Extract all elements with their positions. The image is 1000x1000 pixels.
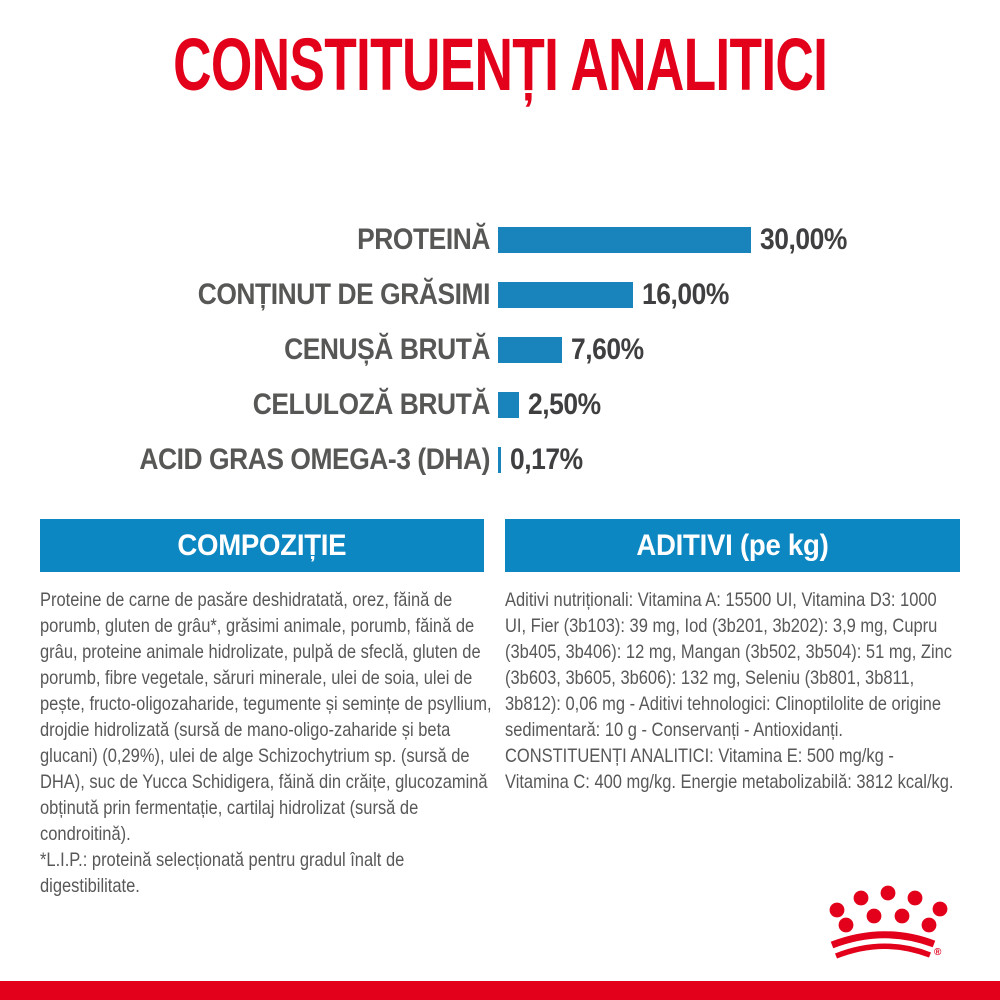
registered-mark: ® [934,947,942,958]
chart-bar [498,392,519,418]
page-title [0,22,1000,108]
chart-bar [498,227,751,253]
chart-value-label: 2,50% [528,387,601,421]
chart-category-label: PROTEINĂ [357,222,490,256]
chart-bar [498,447,501,473]
chart-value-label: 7,60% [571,332,644,366]
chart-row [0,432,1000,487]
chart-category-label: CONȚINUT DE GRĂSIMI [197,277,491,311]
chart-category-label: CENUȘĂ BRUTĂ [284,332,490,366]
chart-bar [498,282,633,308]
additives-text: Aditivi nutriționali: Vitamina A: 15500 UI, Vitamina D3: 1000 UI, Fier (3b103): 39 mg, Iod (3b201, 3b202): 3,9 mg, Cupru (3b405, 3b406): 12 mg, Mangan (3b502, 3b504): 51 mg, Zinc (3b603, 3b605, 3b606): 132 mg, Seleniu (3b801, 3b811, 3b812): 0,06 mg - Aditivi tehnologici: Clinoptilolite de origine sedimentară: 10 g - Conservanți - Antioxidanți. [505,589,953,741]
chart-value-label: 30,00% [760,222,847,256]
additives-analytics-text: CONSTITUENȚI ANALITICI: Vitamina E: 500 mg/kg - Vitamina C: 400 mg/kg. Energie metabolizabilă: 3812 kcal/kg. [505,745,954,793]
chart-value-label: 0,17% [510,442,583,476]
chart-bar [498,337,562,363]
composition-body [40,587,496,899]
chart-row [0,212,1000,267]
additives-section-header [505,519,960,572]
analytical-constituents-chart [0,212,1000,487]
crown-icon [830,884,950,962]
chart-row [0,322,1000,377]
chart-value-label: 16,00% [642,277,729,311]
additives-header-label: ADITIVI (pe kg) [636,528,829,562]
chart-row [0,377,1000,432]
bottom-red-bar [0,981,1000,1000]
chart-row [0,267,1000,322]
chart-category-label: CELULOZĂ BRUTĂ [252,387,490,421]
composition-text: Proteine de carne de pasăre deshidratată, orez, făină de porumb, gluten de grâu*, grăsimi animale, porumb, făină de grâu, proteine animale hidrolizate, pulpă de sfeclă, gluten de porumb, fibre vegetale, săruri minerale, ulei de soia, ulei de pește, fructo-oligozaharide, tegumente și semințe de psyllium, drojdie hidrolizată (sursă de mano-oligo-zaharide și beta glucani) (0,29%), ulei de alge Schizochytrium sp. (sursă de DHA), suc de Yucca Schidigera, făină din crăițe, glucozamină obținută prin fermentație, cartilaj hidrolizat (sursă de condroitină). [40,589,492,845]
composition-footnote: *L.I.P.: proteină selecționată pentru gradul înalt de digestibilitate. [40,849,405,897]
composition-section-header [40,519,484,572]
royal-canin-crown-logo [830,884,950,962]
additives-body [505,587,961,795]
page-title-text: CONSTITUENȚI ANALITICI [172,23,828,106]
composition-header-label: COMPOZIȚIE [177,528,347,562]
chart-category-label: ACID GRAS OMEGA-3 (DHA) [139,442,490,476]
